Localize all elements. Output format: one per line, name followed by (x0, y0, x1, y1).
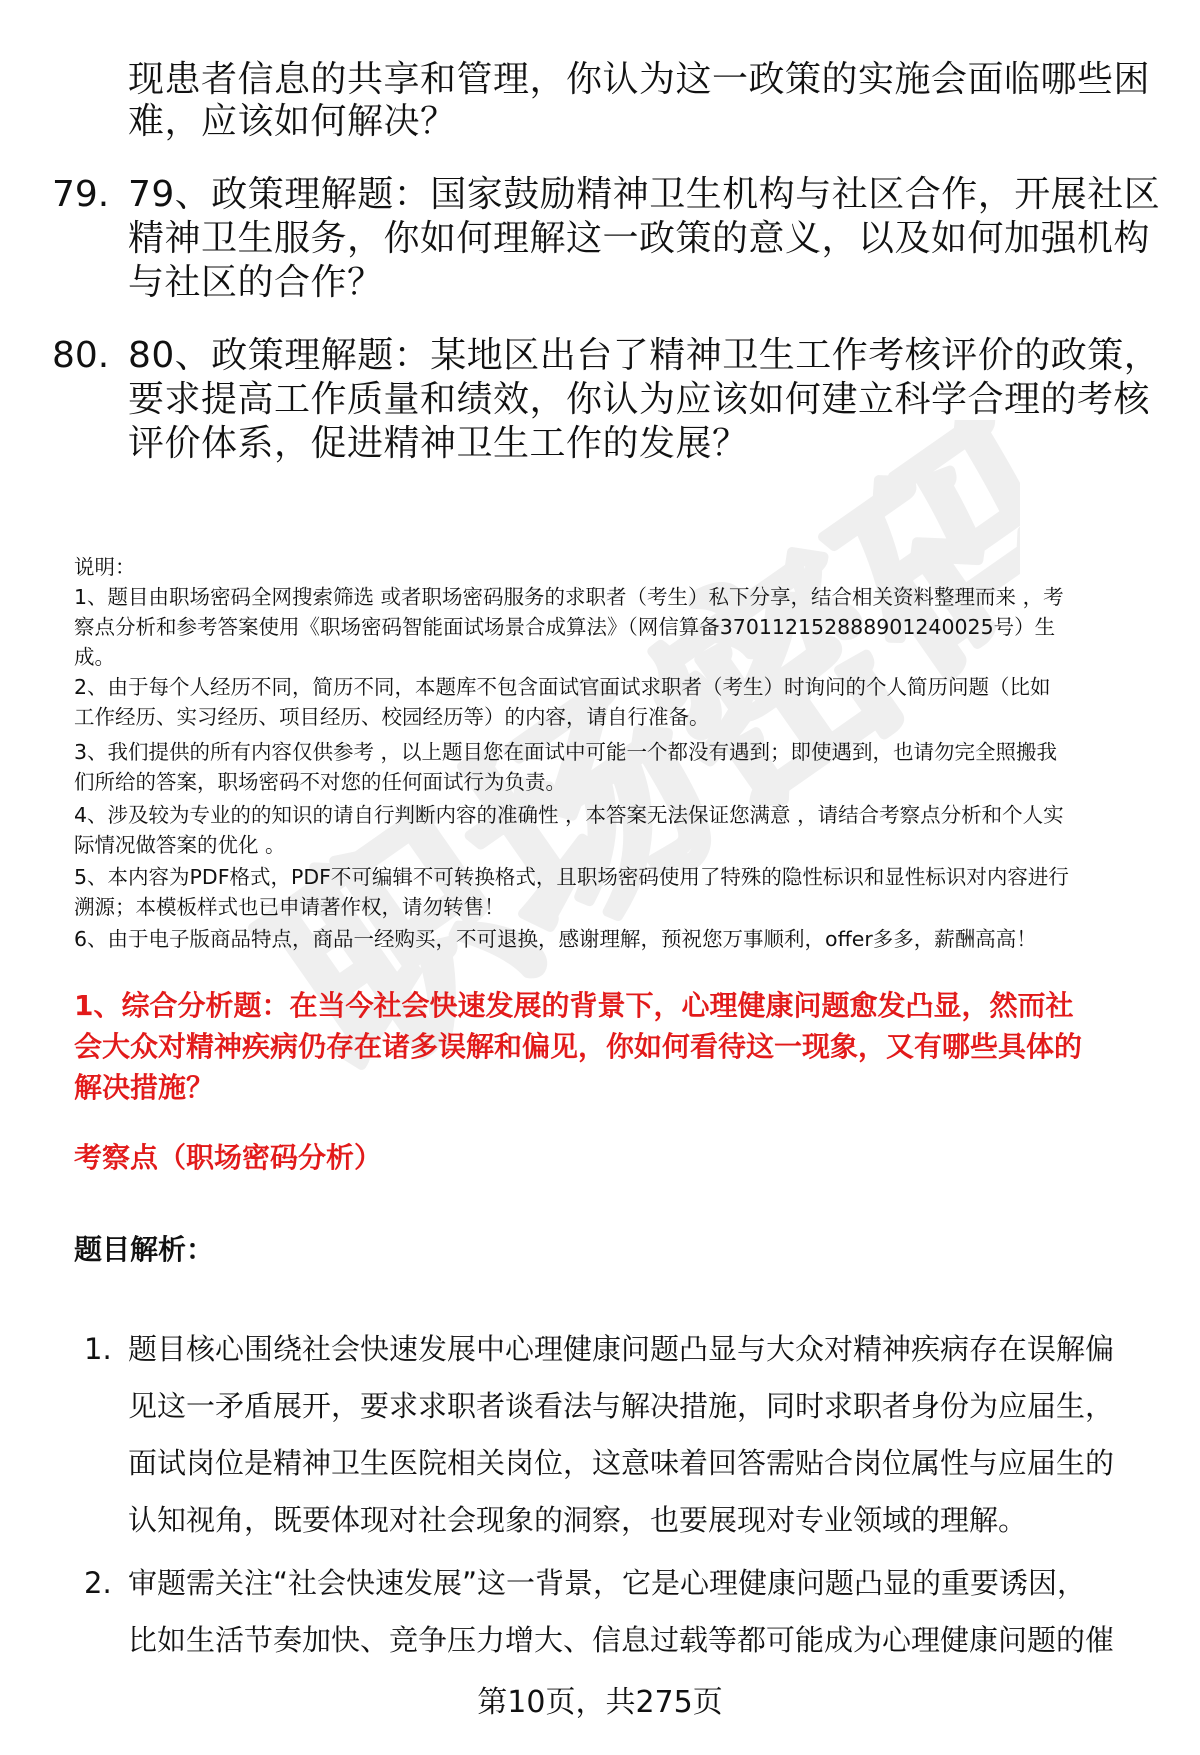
note-line: 5、本内容为PDF格式，PDF不可编辑不可转换格式，且职场密码使用了特殊的隐性标识和显性标识对内容进行 (74, 865, 1069, 889)
question-line: 现患者信息的共享和管理，你认为这一政策的实施会面临哪些困 (128, 59, 1151, 100)
note-line: 成。 (74, 645, 115, 669)
answer-number: 1. (84, 1332, 112, 1366)
watermark-text: 职场密码 (231, 420, 1020, 1123)
kaochadian-heading: 考察点（职场密码分析） (74, 1141, 383, 1174)
question-line: 79、政策理解题：国家鼓励精神卫生机构与社区合作，开展社区 (128, 174, 1161, 215)
question-line: 80、政策理解题：某地区出台了精神卫生工作考核评价的政策， (128, 335, 1161, 376)
answer-line: 审题需关注“社会快速发展”这一背景，它是心理健康问题凸显的重要诱因， (128, 1566, 1087, 1600)
note-line: 际情况做答案的优化 。 (74, 833, 286, 857)
question-line: 评价体系，促进精神卫生工作的发展？ (128, 423, 749, 464)
answer-line: 面试岗位是精神卫生医院相关岗位，这意味着回答需贴合岗位属性与应届生的 (128, 1446, 1115, 1480)
note-line: 察点分析和参考答案使用《职场密码智能面试场景合成算法》（网信算备370112152888901240025号）生 (74, 615, 1056, 639)
answer-line: 比如生活节奏加快、竞争压力增大、信息过载等都可能成为心理健康问题的催 (128, 1623, 1115, 1657)
note-line: 2、由于每个人经历不同，简历不同，本题库不包含面试官面试求职者（考生）时询问的个人简历问题（比如 (74, 675, 1051, 699)
question-line: 与社区的合作？ (128, 262, 384, 303)
note-line: 1、题目由职场密码全网搜索筛选 或者职场密码服务的求职者（考生）私下分享，结合相关资料整理而来 ，考 (74, 585, 1064, 609)
section-title-line: 1、综合分析题：在当今社会快速发展的背景下，心理健康问题愈发凸显，然而社 (74, 989, 1074, 1022)
note-line: 工作经历、实习经历、项目经历、校园经历等）的内容，请自行准备。 (74, 705, 710, 729)
note-line: 6、由于电子版商品特点，商品一经购买，不可退换，感谢理解，预祝您万事顺利，offer多多，薪酬高高！ (74, 927, 1037, 951)
question-number: 80. (52, 335, 110, 376)
note-line: 们所给的答案，职场密码不对您的任何面试行为负责。 (74, 770, 566, 794)
answer-line: 见这一矛盾展开，要求求职者谈看法与解决措施，同时求职者身份为应届生， (128, 1389, 1115, 1423)
question-line: 难，应该如何解决？ (128, 101, 457, 142)
answer-line: 认知视角，既要体现对社会现象的洞察，也要展现对专业领域的理解。 (128, 1503, 1028, 1537)
section-title-line: 会大众对精神疾病仍存在诸多误解和偏见，你如何看待这一现象，又有哪些具体的 (74, 1030, 1083, 1063)
answer-line: 题目核心围绕社会快速发展中心理健康问题凸显与大众对精神疾病存在误解偏 (128, 1332, 1115, 1366)
answer-number: 2. (84, 1566, 112, 1600)
question-line: 精神卫生服务，你如何理解这一政策的意义，以及如何加强机构 (128, 218, 1151, 259)
question-line: 要求提高工作质量和绩效，你认为应该如何建立科学合理的考核 (128, 379, 1151, 420)
section-title-line: 解决措施？ (74, 1071, 215, 1104)
note-line: 4、涉及较为专业的的知识的请自行判断内容的准确性 ，本答案无法保证您满意 ，请结合考察点分析和个人实 (74, 803, 1064, 827)
note-line: 溯源；本模板样式也已申请著作权，请勿转售！ (74, 895, 505, 919)
analysis-heading: 题目解析： (74, 1233, 215, 1266)
page-indicator: 第10页，共275页 (477, 1685, 723, 1720)
question-number: 79. (52, 174, 110, 215)
note-line: 3、我们提供的所有内容仅供参考 ，以上题目您在面试中可能一个都没有遇到；即使遇到，也请勿完全照搬我 (74, 740, 1058, 764)
note-line: 说明： (74, 555, 136, 579)
